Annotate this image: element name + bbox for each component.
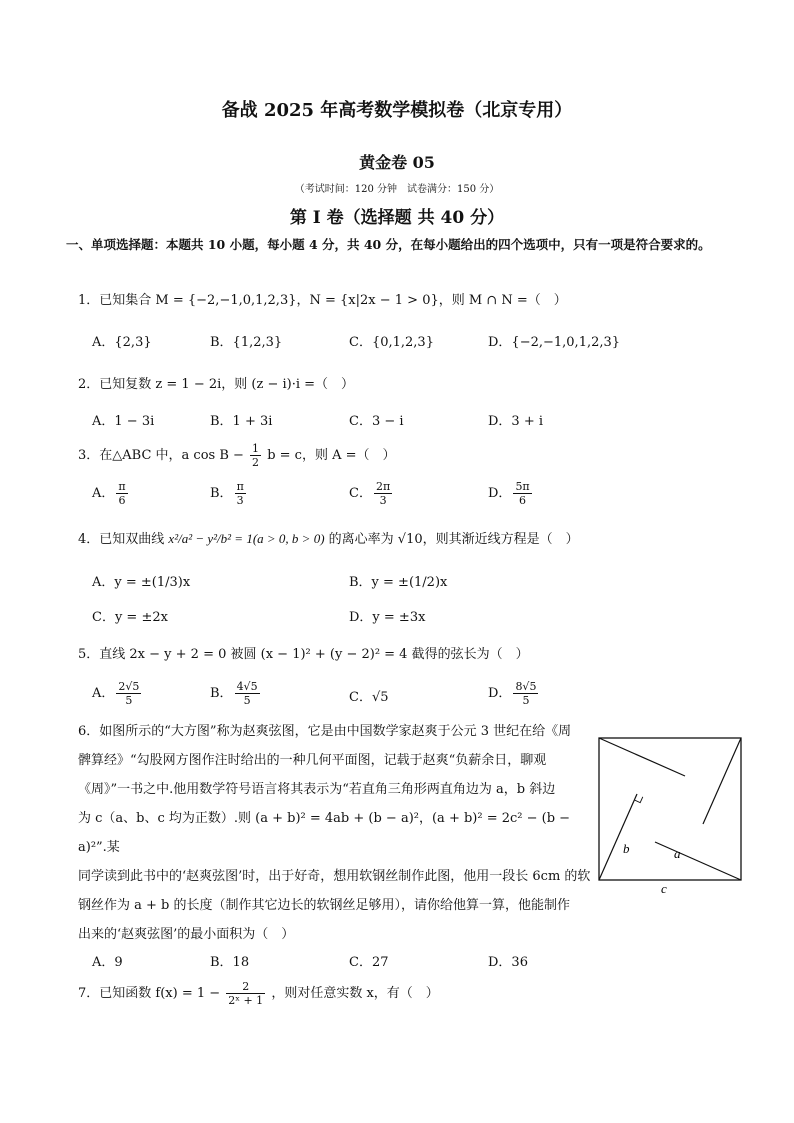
question-1-option-b: B．{1,2,3}: [210, 335, 283, 350]
question-6-line: 出来的‘赵爽弦图’的最小面积为（ ）: [78, 927, 295, 942]
question-6-option-d: D．36: [488, 955, 528, 970]
fraction-num: 4√5: [236, 680, 258, 693]
fraction-den: 5: [243, 694, 251, 707]
question-1-option-c: C．{0,1,2,3}: [349, 335, 434, 350]
question-6-line: 为 c（a、b、c 均为正数）.则 (a + b)² = 4ab + (b − a)²，(a + b)² = 2c² − (b − a)²”.某: [78, 811, 571, 855]
question-2-stem: 2．已知复数 z = 1 − 2i，则 (z − i)·i =（ ）: [78, 377, 355, 392]
question-2-option-d: D．3 + i: [488, 414, 544, 429]
question-6-line: 6．如图所示的“大方图”称为赵爽弦图，它是由中国数学家赵爽于公元 3 世纪在给《周: [78, 724, 572, 739]
option-label: D．: [488, 486, 512, 501]
question-6-line: 髀算经》“勾股网方图作注时给出的一种几何平面图，记载于赵爽“负薪余日，聊观: [78, 753, 547, 768]
question-6-line: 《周》”一书之中.他用数学符号语言将其表示为“若直角三角形两直角边为 a，b 斜边: [78, 782, 556, 797]
figure-label-c: c: [661, 881, 667, 895]
question-2-option-a: A．1 − 3i: [92, 414, 155, 429]
option-label: B．: [210, 686, 233, 701]
question-2-option-b: B．1 + 3i: [210, 414, 273, 429]
fraction-num: 2√5: [118, 680, 140, 693]
question-4-option-d: D．y = ±3x: [349, 610, 426, 625]
figure-label-b: b: [623, 841, 630, 856]
question-6-stem: [78, 717, 596, 949]
inner-line-bottom: [655, 842, 741, 880]
exam-title: 备战 2025 年高考数学模拟卷（北京专用）: [221, 100, 573, 121]
question-6-option-a: A．9: [92, 955, 123, 970]
question-3-fraction-num: 1: [252, 442, 260, 455]
question-6-line: 同学读到此书中的‘赵爽弦图’时，出于好奇，想用软钢丝制作此图，他用一段长 6cm 的软: [78, 869, 591, 884]
fraction-den: 3: [379, 494, 387, 507]
question-5-option-c: [349, 686, 389, 705]
question-7-stem-fraction: [226, 980, 265, 1007]
question-3-stem-suffix: b = c，则 A =（ ）: [267, 448, 396, 463]
option-fraction: [116, 480, 127, 507]
outer-square: [599, 738, 741, 880]
fraction-num: 5π: [515, 480, 530, 493]
question-7-stem: [78, 980, 439, 1007]
question-1-stem: 1．已知集合 M = {−2,−1,0,1,2,3}，N = {x|2x − 1 > 0}，则 M ∩ N =（ ）: [78, 293, 567, 308]
question-1-option-d: D．{−2,−1,0,1,2,3}: [488, 335, 621, 350]
question-7-fraction-num: 2: [226, 980, 265, 994]
fraction-num: π: [118, 480, 126, 493]
question-4-option-a: A．y = ±(1/3)x: [92, 575, 191, 590]
inner-line-right: [703, 738, 741, 824]
option-value: √5: [371, 690, 389, 705]
question-4-stem-prefix: 4．已知双曲线: [78, 532, 165, 547]
question-3-option-c: [349, 480, 394, 507]
question-7-stem-suffix: ，则对任意实数 x，有（ ）: [271, 986, 439, 1001]
question-4-option-b: B．y = ±(1/2)x: [349, 575, 448, 590]
question-7-fraction-den: 2ˣ + 1: [228, 994, 264, 1007]
question-4-option-c: C．y = ±2x: [92, 610, 168, 625]
fraction-den: 6: [519, 494, 527, 507]
inner-line-left: [599, 794, 637, 880]
zhao-shuang-diagram: [597, 735, 745, 895]
question-3-stem: [78, 442, 396, 469]
question-5-option-b: [210, 680, 262, 707]
option-label: D．: [488, 686, 512, 701]
fraction-den: 3: [236, 494, 244, 507]
question-3-option-b: [210, 480, 248, 507]
question-6-option-c: C．27: [349, 955, 389, 970]
option-fraction: [513, 680, 538, 707]
question-3-fraction-den: 2: [252, 456, 260, 469]
question-5-stem: 5．直线 2x − y + 2 = 0 被圆 (x − 1)² + (y − 2)² = 4 截得的弦长为（ ）: [78, 647, 529, 662]
figure-label-a: a: [674, 846, 681, 861]
part-title: 第 I 卷（选择题 共 40 分）: [289, 208, 505, 228]
question-6-option-b: B．18: [210, 955, 250, 970]
question-3-stem-fraction: [250, 442, 261, 469]
question-5-option-a: [92, 680, 143, 707]
option-fraction: [235, 680, 260, 707]
option-label: C．: [349, 690, 372, 705]
option-fraction: [116, 680, 141, 707]
paper-subtitle: 黄金卷 05: [359, 153, 435, 172]
option-fraction: [235, 480, 246, 507]
question-6-line: 钢丝作为 a + b 的长度（制作其它边长的软钢丝足够用），请你给他算一算，他能制作: [78, 898, 570, 913]
option-fraction: [374, 480, 392, 507]
fraction-num: 8√5: [515, 680, 537, 693]
option-label: B．: [210, 486, 233, 501]
fraction-den: 6: [118, 494, 126, 507]
question-1-option-a: A．{2,3}: [92, 335, 152, 350]
exam-info: （考试时间：120 分钟 试卷满分：150 分）: [294, 184, 500, 195]
fraction-num: π: [236, 480, 244, 493]
question-4-stem: [78, 528, 579, 547]
fraction-den: 5: [522, 694, 530, 707]
option-label: A．: [92, 686, 115, 701]
inner-line-top: [599, 738, 685, 776]
option-label: A．: [92, 486, 115, 501]
question-3-stem-prefix: 3．在△ABC 中，a cos B −: [78, 448, 244, 463]
option-label: C．: [349, 486, 372, 501]
fraction-den: 5: [125, 694, 133, 707]
question-2-option-c: C．3 − i: [349, 414, 404, 429]
question-3-option-d: [488, 480, 534, 507]
question-7-stem-prefix: 7．已知函数 f(x) = 1 −: [78, 986, 221, 1001]
question-4-stem-suffix: 的离心率为 √10，则其渐近线方程是（ ）: [328, 532, 579, 547]
question-3-option-a: [92, 480, 130, 507]
question-5-option-d: [488, 680, 540, 707]
option-fraction: [513, 480, 531, 507]
section-instructions: 一、单项选择题：本题共 10 小题，每小题 4 分，共 40 分，在每小题给出的四个选项中，只有一项是符合要求的。: [66, 237, 711, 252]
question-4-hyperbola-equation: x²/a² − y²/b² = 1(a > 0, b > 0): [168, 531, 325, 546]
fraction-num: 2π: [375, 480, 391, 493]
